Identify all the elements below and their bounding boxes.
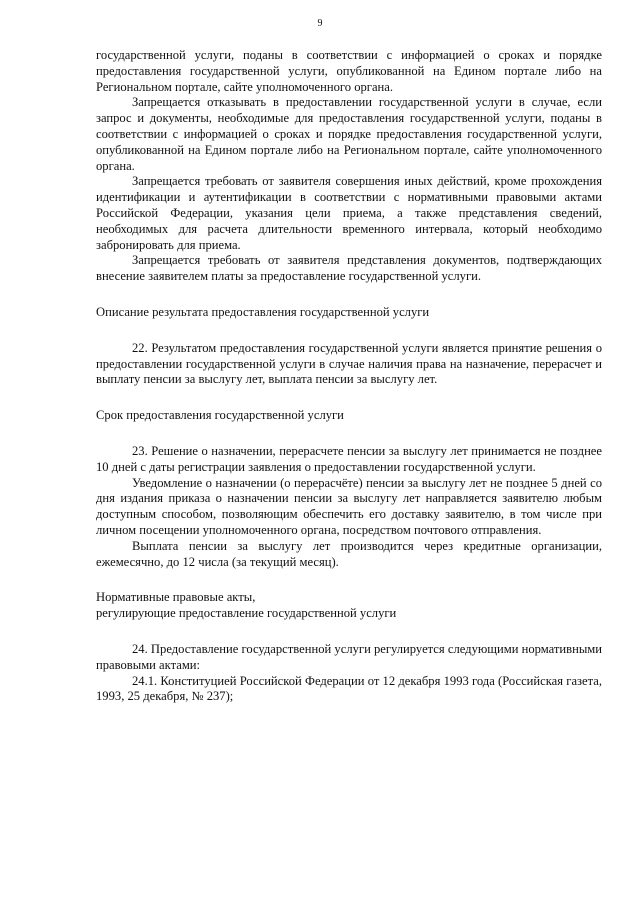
paragraph: Запрещается отказывать в предоставлении государственной услуги в случае, если запрос и документы, необходимые для предоставления государственной услуги, поданы в соответствии с информацией о сроках и порядке предоставления государственной услуги, опубликованной на Едином портале либо на Региональном портале, сайте уполномоченного органа. bbox=[96, 95, 602, 173]
paragraph: государственной услуги, поданы в соответствии с информацией о сроках и порядке предоставления государственной услуги, опубликованной на Едином портале либо на Региональном портале, сайте уполномоченного органа. bbox=[96, 48, 602, 94]
paragraph: 24. Предоставление государственной услуги регулируется следующими нормативными правовыми актами: bbox=[96, 641, 602, 672]
page-number: 9 bbox=[317, 18, 323, 29]
section-heading-acts-line2: регулирующие предоставление государственной услуги bbox=[96, 606, 397, 621]
paragraph: Запрещается требовать от заявителя представления документов, подтверждающих внесение заявителем платы за предоставление государственной услуги. bbox=[96, 253, 602, 284]
paragraph: Уведомление о назначении (о перерасчёте) пенсии за выслугу лет не позднее 5 дней со дня издания приказа о назначении пенсии за выслугу лет направляется заявителю любым доступным способом, позволяющим обеспечить его доставку заявителю, в том числе при личном посещении уполномоченного органа, посредством почтового отправления. bbox=[96, 475, 602, 537]
section-heading-acts-line1: Нормативные правовые акты, bbox=[96, 590, 256, 605]
paragraph: 22. Результатом предоставления государственной услуги является принятие решения о предоставлении государственной услуги в случае наличия права на назначение, перерасчет и выплату пенсии за выслугу лет, выплата пенсии за выслугу лет. bbox=[96, 340, 602, 387]
paragraph: 24.1. Конституцией Российской Федерации от 12 декабря 1993 года (Российская газета, 1993, 25 декабря, № 237); bbox=[96, 673, 602, 704]
paragraph: 23. Решение о назначении, перерасчете пенсии за выслугу лет принимается не позднее 10 дней с даты регистрации заявления о предоставлении государственной услуги. bbox=[96, 443, 602, 474]
section-heading-result: Описание результата предоставления государственной услуги bbox=[96, 304, 430, 319]
paragraph: Выплата пенсии за выслугу лет производится через кредитные организации, ежемесячно, до 12 числа (за текущий месяц). bbox=[96, 538, 602, 569]
document-body bbox=[96, 48, 602, 705]
section-heading-term: Срок предоставления государственной услуги bbox=[96, 408, 344, 423]
paragraph: Запрещается требовать от заявителя совершения иных действий, кроме прохождения идентификации и аутентификации в соответствии с нормативными правовыми актами Российской Федерации, указания цели приема, а также представления сведений, необходимых для расчета длительности временного интервала, который необходимо забронировать для приема. bbox=[96, 174, 602, 252]
